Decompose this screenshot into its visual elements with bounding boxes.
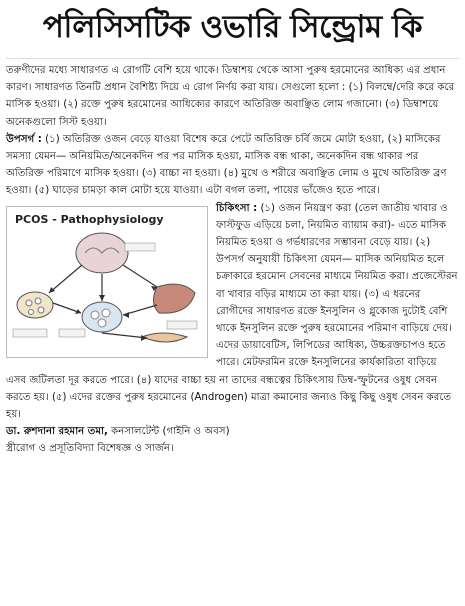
- symptoms-text: (১) অতিরিক্ত ওজন বেড়ে যাওয়া বিশেষ করে পেটে অতিরিক্ত চর্বি জমে মোটা হওয়া, (২) মাসিকের সমস্যা যেমন— অনিয়মিত/অনেকদিন পর পর মাসিক হওয়া, মাসিক বন্ধ থাকা, অনেকদিন বন্ধ থাকার পর অতিরিক্ত পরিমাণে মাসিক হওয়া। (৩) বাচ্চা না হওয়া। (৪) মুখে ও শরীরে অবাঞ্ছিত লোম ও মুখে অতিরিক্ত ব্রণ হওয়া। (৫) ঘাড়ের চামড়া কাল মোটা হয়ে যাওয়া। এটা বগল তলা, পায়ের ভাঁজেও হতে পারে।: [6, 133, 447, 197]
- symptoms-paragraph: [6, 131, 459, 200]
- author-name: ডা. রুশদানা রহমান তমা,: [6, 426, 108, 438]
- treatment-section: [6, 200, 459, 424]
- article-body: [6, 62, 459, 458]
- author-line: [6, 423, 459, 440]
- intro-paragraph: তরুণীদের মধ্যে সাধারণত এ রোগটি বেশি হয়ে থাকে। ডিম্বাশয় থেকে আসা পুরুষ হরমোনের আধিক্য এর প্রধান কারণ। সাধারণত তিনটি প্রধান বৈশিষ্ট্য দিয়ে এ রোগ নির্ণয় করা যায়। সেগুলো হলো : (১) বিলম্বে/দেরি করে করে মাসিক হওয়া। (২) রক্তে পুরুষ হরমোনের আধিক্যের কারণে অতিরিক্ত অবাঞ্ছিত লোম গজানো। (৩) ডিম্বাশয়ে অনেকগুলো সিস্ট হওয়া।: [6, 65, 455, 128]
- author-role: কনসালটেন্ট (গাইনি ও অবস): [107, 426, 230, 438]
- article-title: পলিসিসটিক ওভারি সিন্ড্রোম কি: [6, 0, 459, 59]
- diagram-graphic: [7, 225, 207, 357]
- pcos-pathophysiology-diagram: [6, 206, 208, 358]
- treatment-text: (১) ওজন নিয়ন্ত্রণ করা (তেল জাতীয় খাবার ও ফাস্টফুড এড়িয়ে চলা, নিয়মিত ব্যায়াম করা)- এতে মাসিক নিয়মিত হওয়া ও গর্ভধারণের সম্ভাবনা বেড়ে যায়। (২) উপসর্গ অনুযায়ী চিকিৎসা যেমন— মাসিক অনিয়মিত হলে চক্রাকারে হরমোন সেবনের মাধ্যমে নিয়মিত করা। প্রজেস্টেরন বা খাবার বড়ির মাধ্যমে তা করা যায়। (৩) এ ধরনের রোগীদের সাধারণত রক্তে ইনসুলিন ও গ্লুকোজ দুটোই বেশি থাকে ইনসুলিন রক্তে পুরুষ হরমোনের পরিমাণ বাড়িয়ে দেয়। এদের ডায়াবেটিস, লিপিডের আধিক্য, উচ্চরক্তচাপও হতে পারে। মেটফরমিন রক্তে ইনসুলিনের কার্যকারিতা বাড়িয়ে এসব জটিলতা দূর করতে পারে। (৪) যাদের বাচ্চা হয় না তাদের বন্ধত্বের চিকিৎসায় ডিম্ব-স্ফুটনের ওষুধ সেবন করতে হয়। (৫) এদের রক্তের পুরুষ হরমোনের (Androgen) মাত্রা কমানোর জন্যও কিছু কিছু ওষুধ সেবন করতে হয়।: [6, 202, 458, 421]
- treatment-label: চিকিৎসা :: [216, 202, 258, 214]
- diagram-caption: PCOS - Pathophysiology: [15, 212, 164, 226]
- symptoms-label: উপসর্গ :: [6, 133, 42, 145]
- author-specialty: স্ত্রীরোগ ও প্রসূতিবিদ্যা বিশেষজ্ঞ ও সার্জন।: [6, 443, 174, 455]
